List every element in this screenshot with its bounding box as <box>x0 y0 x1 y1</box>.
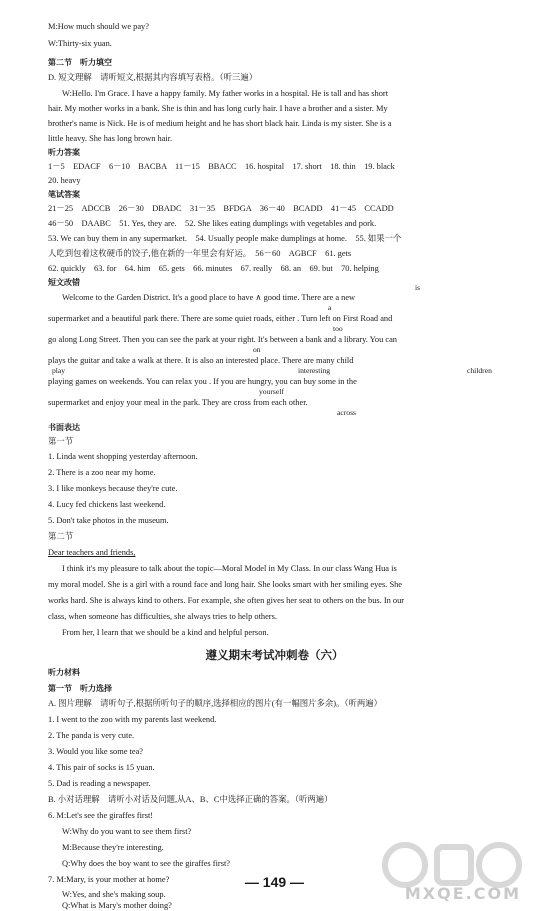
correction-line: playing games on weekends. You can relax you . If you are hungry, you can buy some in the <box>48 377 357 386</box>
correction-fix: play <box>52 366 66 375</box>
dialog-line: 6. M:Let's see the giraffes first! <box>48 811 154 820</box>
text-line: W:Thirty-six yuan. <box>48 39 112 48</box>
correction-line: supermarket and enjoy your meal in the park. They are cross from each other. <box>48 398 308 407</box>
sentence: 2. The panda is very cute. <box>48 731 135 740</box>
part-label: 第二节 <box>48 532 74 541</box>
dialog-line: W:Why do you want to see them first? <box>62 827 192 836</box>
correction-line: Welcome to the Garden District. It's a good place to have ∧ good time. There are a new <box>62 293 356 302</box>
correction-fix: is <box>415 283 421 292</box>
sentence: 5. Don't take photos in the museum. <box>48 516 169 525</box>
text-line: M:How much should we pay? <box>48 22 149 31</box>
correction-line: plays the guitar and take a walk at there. It is also an interested place. There are many child <box>48 356 354 365</box>
dialog-line: Q:Why does the boy want to see the giraffes first? <box>62 859 230 868</box>
correction-line: supermarket and a beautiful park there. There are some quiet roads, either . Turn left on First Road and <box>48 314 393 323</box>
correction-fix: a <box>328 303 332 312</box>
passage-line: little heavy. She has long brown hair. <box>48 134 173 143</box>
correction-fix: interesting <box>298 366 331 375</box>
sentence: 5. Dad is reading a newspaper. <box>48 779 151 788</box>
section-heading: 短文改错 <box>48 278 80 287</box>
answer-line: 46－50 DAABC 51. Yes, they are. 52. She likes eating dumplings with vegetables and pork. <box>48 219 377 228</box>
essay-line: I think it's my pleasure to talk about the topic—Moral Model in My Class. In our class Wang Hua is <box>62 564 397 573</box>
correction-fix: yourself <box>259 387 284 396</box>
section-heading: 第二节 听力填空 <box>48 58 112 67</box>
correction-fix: across <box>337 408 356 417</box>
section-heading: 书面表达 <box>48 423 80 432</box>
part-label: 第一节 <box>48 437 74 446</box>
sentence: 4. Lucy fed chickens last weekend. <box>48 500 166 509</box>
essay-line: class, when someone has difficulties, she always tries to help others. <box>48 612 277 621</box>
dialog-line: Q:What is Mary's mother doing? <box>62 901 172 910</box>
sentence: 1. I went to the zoo with my parents last weekend. <box>48 715 217 724</box>
answer-line: 20. heavy <box>48 176 81 185</box>
section-heading: 听力材料 <box>48 668 80 677</box>
correction-fix: children <box>467 366 492 375</box>
answer-line: 21－25 ADCCB 26－30 DBADC 31－35 BFDGA 36－40 BCADD 41－45 CCADD <box>48 204 394 213</box>
answer-line: 53. We can buy them in any supermarket. 54. Usually people make dumplings at home. 55. 如果一个 <box>48 234 402 243</box>
sentence: 1. Linda went shopping yesterday afternoon. <box>48 452 198 461</box>
essay-line: From her, I learn that we should be a kind and helpful person. <box>62 628 269 637</box>
instruction: A. 图片理解 请听句子,根据所听句子的顺序,选择相应的图片(有一幅图片多余)。（听两遍） <box>48 699 383 708</box>
section-heading: 第一节 听力选择 <box>48 684 112 693</box>
essay-line: my moral model. She is a girl with a round face and long hair. She looks smart with her smiling eyes. She <box>48 580 403 589</box>
section-heading: 听力答案 <box>48 148 80 157</box>
sentence: 3. Would you like some tea? <box>48 747 143 756</box>
passage-line: brother's name is Nick. He is of medium height and he has short black hair. Linda is my sister. She is a <box>48 119 392 128</box>
passage-line: W:Hello. I'm Grace. I have a happy family. My father works in a hospital. He is tall and has short <box>62 89 389 98</box>
section-heading: 笔试答案 <box>48 190 80 199</box>
sentence: 3. I like monkeys because they're cute. <box>48 484 178 493</box>
correction-fix: on <box>253 345 261 354</box>
sentence: 2. There is a zoo near my home. <box>48 468 156 477</box>
watermark-text: MXQE.COM <box>404 884 521 903</box>
dialog-line: 7. M:Mary, is your mother at home? <box>48 875 170 884</box>
essay-line: works hard. She is always kind to others. For example, she often gives her seat to others on the bus. In our <box>48 596 405 605</box>
dialog-line: W:Yes, and she's making soup. <box>62 890 166 899</box>
sentence: 4. This pair of socks is 15 yuan. <box>48 763 155 772</box>
passage-line: hair. My mother works in a bank. She is thin and has long curly hair. I have a brother and a sister. My <box>48 104 388 113</box>
exam-title: 遵义期末考试冲刺卷（六） <box>205 648 344 662</box>
instruction: B. 小对话理解 请听小对话及问题,从A、B、C中选择正确的答案。（听两遍） <box>48 795 333 804</box>
page-number: — 149 — <box>244 874 305 890</box>
correction-fix: too <box>333 324 343 333</box>
answer-line: 人吃到包着这枚硬币的饺子,他在新的一年里会有好运。 56－60 AGBCF 61. gets <box>48 249 352 258</box>
instruction: D. 短文理解 请听短文,根据其内容填写表格。（听三遍） <box>48 73 258 82</box>
correction-line: go along Long Street. Then you can see the park at your right. It's between a bank and a library. You can <box>48 335 397 344</box>
dialog-line: M:Because they're interesting. <box>62 843 164 852</box>
answer-line: 62. quickly 63. for 64. him 65. gets 66. minutes 67. really 68. an 69. but 70. helping <box>48 264 379 273</box>
answer-line: 1－5 EDACF 6－10 BACBA 11－15 BBACC 16. hospital 17. short 18. thin 19. black <box>48 162 395 171</box>
salutation: Dear teachers and friends, <box>48 548 136 557</box>
